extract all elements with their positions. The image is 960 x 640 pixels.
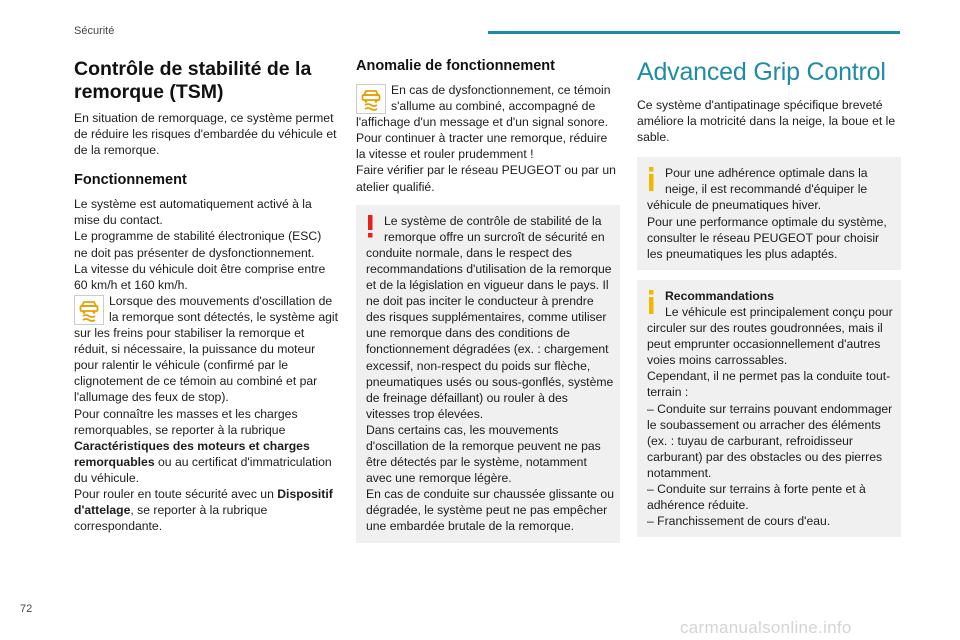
trailer-warning-icon bbox=[356, 84, 386, 114]
watermark: carmanualsonline.info bbox=[680, 618, 852, 637]
anomalie-p2: Pour continuer à tracter une remorque, réduire la vitesse et rouler prudemment ! bbox=[356, 131, 608, 162]
info-tyres-p2: Pour une performance optimale du système, consulter le réseau PEUGEOT pour choisir les pneumatiques les plus adaptés. bbox=[647, 214, 887, 261]
info-icon bbox=[645, 290, 657, 314]
recommandations-title: Recommandations bbox=[665, 288, 775, 303]
fonctionnement-heading: Fonctionnement bbox=[74, 172, 187, 189]
warning-text-2: Dans certains cas, les mouvements d'oscillation de la remorque peuvent ne pas être détectés par le système, notamment avec une remorque légère. bbox=[366, 422, 601, 486]
column-grip-control bbox=[637, 58, 901, 537]
warning-text-1: Le système de contrôle de stabilité de la remorque offre un surcroît de sécurité en conduite normale, dans le respect des recommandations d'utilisation de la remorque et de la législation en vigueur dans le pays. Il ne doit pas inciter le conducteur à prendre des risques supplémentaires, comme utiliser une remorque dans des conditions de fonctionnement dégradées (ex. : chargement excessif, non-respect du poids sur flèche, pneumatiques usés ou sous-gonflés, système de freinage défaillant) ou rouler à des vitesses trop élevées. bbox=[366, 213, 614, 421]
anomalie-heading: Anomalie de fonctionnement bbox=[356, 58, 555, 74]
grip-title: Advanced Grip Control bbox=[637, 58, 886, 86]
info-tyres-p1: Pour une adhérence optimale dans la neige, il est recommandé d'équiper le véhicule de pneumatiques hiver. bbox=[647, 166, 868, 213]
column-tsm bbox=[74, 58, 338, 534]
fonct-p3: La vitesse du véhicule doit être comprise entre 60 km/h et 160 km/h. bbox=[74, 261, 326, 292]
anomalie-p3: Faire vérifier par le réseau PEUGEOT ou par un atelier qualifié. bbox=[356, 163, 616, 194]
info-box-tyres bbox=[637, 157, 901, 270]
fonct-p4: Lorsque des mouvements d'oscillation de la remorque sont détectés, le système agit sur les freins pour stabiliser la remorque et réduit, si nécessaire, la puissance du moteur pour ralentir le véhicule (confirmé par le clignotement de ce témoin au combiné et par l'allumage des feux de stop). bbox=[74, 293, 338, 405]
grip-intro: Ce système d'antipatinage spécifique breveté améliore la motricité dans la neige, la boue et le sable. bbox=[637, 98, 896, 145]
warning-box bbox=[356, 205, 620, 543]
fonct-p6: Pour rouler en toute sécurité avec un Dispositif d'attelage, se reporter à la rubrique correspondante. bbox=[74, 486, 333, 534]
anomalie-p1: En cas de dysfonctionnement, ce témoin s'allume au combiné, accompagné de l'affichage d'un message et d'un signal sonore. bbox=[356, 83, 611, 130]
recommandations-li3: – Franchissement de cours d'eau. bbox=[647, 514, 831, 529]
header-accent-bar bbox=[488, 31, 900, 34]
info-box-recommandations bbox=[637, 280, 901, 537]
column-anomalie bbox=[356, 58, 620, 543]
page-number: 72 bbox=[20, 603, 33, 615]
tsm-intro: En situation de remorquage, ce système permet de réduire les risques d'embardée du véhicule et de la remorque. bbox=[74, 111, 337, 158]
recommandations-p2: Cependant, il ne permet pas la conduite tout-terrain : bbox=[647, 369, 891, 400]
tsm-title: Contrôle de stabilité de la remorque (TSM) bbox=[74, 58, 312, 103]
fonct-p2: Le programme de stabilité électronique (ESC) ne doit pas présenter de dysfonctionnement. bbox=[74, 229, 322, 260]
warning-text-3: En cas de conduite sur chaussée glissante ou dégradée, le système peut ne pas empêcher une embardée brutale de la remorque. bbox=[366, 487, 614, 534]
fonct-p1: Le système est automatiquement activé à la mise du contact. bbox=[74, 197, 312, 228]
exclamation-icon bbox=[364, 215, 376, 239]
recommandations-li1: – Conduite sur terrains pouvant endommager le soubassement ou arracher des éléments (ex. : tuyau de carburant, refroidisseur carburant) par des obstacles ou des pierres notamment. bbox=[647, 401, 893, 480]
trailer-warning-icon bbox=[74, 295, 104, 325]
recommandations-li2: – Conduite sur terrains à forte pente et à adhérence réduite. bbox=[647, 481, 866, 513]
info-icon bbox=[645, 167, 657, 191]
recommandations-p1: Le véhicule est principalement conçu pour circuler sur des routes goudronnées, mais il peut emprunter occasionnellement d'autres voies moins carrossables. bbox=[647, 304, 893, 368]
header-section-label: Sécurité bbox=[74, 25, 115, 37]
fonct-p5: Pour connaître les masses et les charges remorquables, se reporter à la rubrique Caractéristiques des moteurs et charges remorquables ou au certificat d'immatriculation du véhicule. bbox=[74, 406, 332, 485]
